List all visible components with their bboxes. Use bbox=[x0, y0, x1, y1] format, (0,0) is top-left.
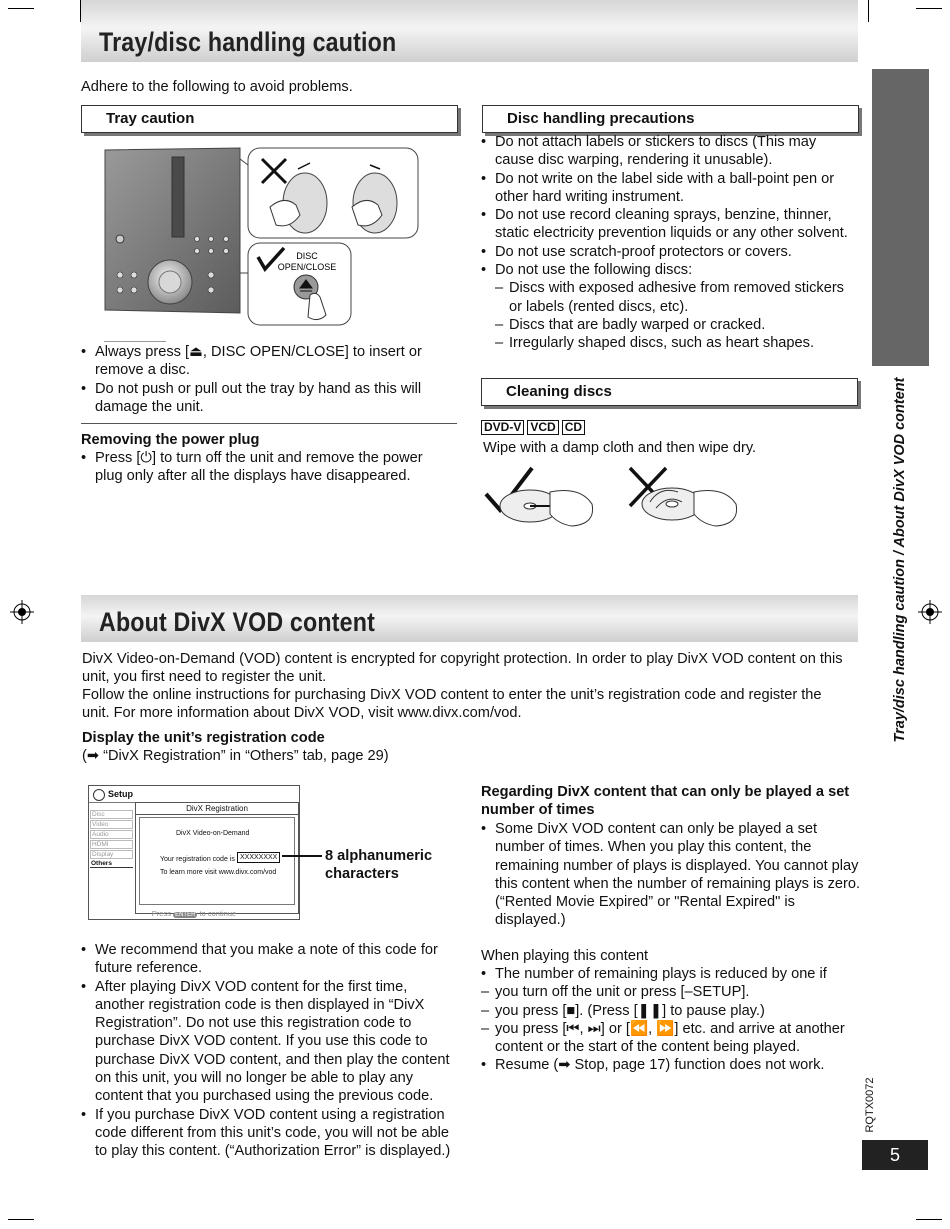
setup-footer: Press ENTER to continue bbox=[151, 909, 237, 918]
tray-illustration bbox=[100, 145, 425, 345]
divider bbox=[104, 341, 166, 342]
list-item: • Do not use scratch-proof protectors or covers. bbox=[481, 243, 859, 261]
crop-mark bbox=[8, 8, 34, 9]
registration-mark bbox=[918, 600, 942, 624]
document-code: RQTX0072 bbox=[864, 1077, 876, 1133]
page-number: 5 bbox=[862, 1140, 928, 1170]
panel-body bbox=[139, 817, 295, 905]
enter-key-icon: ENTER bbox=[175, 912, 196, 918]
callout-line bbox=[282, 855, 322, 857]
panel-line: Your registration code is bbox=[160, 856, 235, 863]
callout-text: 8 alphanumeric characters bbox=[325, 848, 433, 883]
crop-mark bbox=[8, 1219, 34, 1220]
list-item: • After playing DivX VOD content for the first time, another registration code is then displayed in “DivX Registration”. Do not use this registration code to purchase DivX VOD content. If you use this code to purchase DivX VOD content, and then play the content on this unit, you will no longer be able to play any content that you purchased using the previous code. bbox=[81, 978, 459, 1106]
section-title: About DivX VOD content bbox=[99, 607, 375, 637]
section-tab-bar bbox=[872, 69, 929, 366]
crop-mark bbox=[868, 0, 869, 22]
list-item: • The number of remaining plays is reduced by one if bbox=[481, 965, 861, 983]
when-playing-label: When playing this content bbox=[481, 948, 649, 964]
divx-intro-paragraph: DivX Video-on-Demand (VOD) content is encrypted for copyright protection. In order to play DivX VOD content on this unit, you first need to register the unit. bbox=[82, 651, 843, 686]
registration-header: Display the unit’s registration code bbox=[82, 730, 325, 746]
disc-label: DISC bbox=[296, 251, 318, 261]
setup-tab-selected: Others bbox=[90, 860, 133, 868]
divx-instructions-paragraph: Follow the online instructions for purchasing DivX VOD content to enter the unit’s registration code and register the unit. For more information about DivX VOD, visit www.divx.com/vod. bbox=[82, 687, 822, 722]
tray-caution-list bbox=[81, 343, 456, 416]
setup-tab: HDMI bbox=[90, 840, 133, 849]
registration-mark bbox=[10, 600, 34, 624]
setup-title: Setup bbox=[108, 789, 134, 799]
cleaning-illustration bbox=[480, 462, 750, 542]
tag-dvd-v: DVD-V bbox=[481, 420, 524, 435]
list-item: • Do not use the following discs: bbox=[481, 261, 859, 279]
limited-play-list bbox=[481, 820, 861, 930]
divx-registration-panel bbox=[135, 802, 299, 914]
setup-screen-mockup bbox=[88, 785, 300, 920]
section-title: Tray/disc handling caution bbox=[99, 27, 397, 57]
list-item: • Do not use record cleaning sprays, benzine, thinner, static electricity prevention liquids or any other solvent. bbox=[481, 206, 859, 243]
section-banner bbox=[81, 595, 858, 642]
open-close-label: OPEN/CLOSE bbox=[277, 262, 337, 272]
setup-tab: Display bbox=[90, 850, 133, 859]
limited-play-header: Regarding DivX content that can only be played a set number of times bbox=[481, 784, 850, 819]
panel-title: DivX Registration bbox=[136, 803, 298, 815]
setup-tab: Video bbox=[90, 820, 133, 829]
tag-vcd: VCD bbox=[527, 420, 558, 435]
list-item: • Some DivX VOD content can only be played a set number of times. When you play this content, the remaining number of plays is displayed. You cannot play this content when the number of remaining plays is zero. (“Rented Movie Expired” or "Rental Expired" is displayed.) bbox=[481, 820, 861, 930]
cleaning-header: Cleaning discs bbox=[481, 378, 858, 406]
disc-type-tags bbox=[481, 418, 588, 436]
setup-icon bbox=[93, 789, 105, 801]
registration-code: XXXXXXXX bbox=[237, 852, 280, 863]
list-item: • Press [⏻] to turn off the unit and remove the power plug only after all the displays have disappeared. bbox=[81, 449, 451, 486]
list-item: – Discs that are badly warped or cracked. bbox=[495, 316, 859, 334]
list-item: • Do not push or pull out the tray by hand as this will damage the unit. bbox=[81, 380, 456, 417]
section-banner bbox=[81, 0, 858, 62]
tag-cd: CD bbox=[562, 420, 585, 435]
intro-text: Adhere to the following to avoid problems. bbox=[81, 79, 353, 95]
setup-tab: Audio bbox=[90, 830, 133, 839]
list-item: • Resume (➡ Stop, page 17) function does not work. bbox=[481, 1056, 861, 1074]
tray-caution-header: Tray caution bbox=[81, 105, 458, 133]
list-item: – Irregularly shaped discs, such as heart shapes. bbox=[495, 334, 859, 352]
disc-handling-header: Disc handling precautions bbox=[482, 105, 859, 133]
side-section-label: Tray/disc handling caution / About DivX VOD content bbox=[892, 377, 908, 743]
setup-screen-titlebar bbox=[89, 786, 299, 803]
divider bbox=[81, 423, 457, 424]
list-item: – you press [■]. (Press [❚❚] to pause play.) bbox=[481, 1002, 861, 1020]
panel-line: To learn more visit www.divx.com/vod bbox=[160, 869, 277, 876]
list-item: • Do not write on the label side with a ball-point pen or other hard writing instrument. bbox=[481, 170, 859, 207]
list-item: • Do not attach labels or stickers to discs (This may cause disc warping, rendering it unusable). bbox=[481, 133, 859, 170]
setup-tab: Disc bbox=[90, 810, 133, 819]
list-item: – you press [⏮, ⏭] or [⏪, ⏩] etc. and arrive at another content or the start of the content being played. bbox=[481, 1020, 861, 1057]
list-item: • If you purchase DivX VOD content using a registration code different from this unit’s code, you will not be able to play this content. (“Authorization Error” is displayed.) bbox=[81, 1106, 459, 1161]
crop-mark bbox=[916, 1219, 942, 1220]
cleaning-text: Wipe with a damp cloth and then wipe dry. bbox=[483, 440, 757, 456]
power-plug-list bbox=[81, 449, 451, 486]
panel-line: DivX Video-on-Demand bbox=[176, 830, 250, 837]
list-item: – Discs with exposed adhesive from removed stickers or labels (rented discs, etc). bbox=[495, 279, 859, 316]
play-count-list bbox=[481, 965, 861, 1075]
setup-tab-list bbox=[90, 810, 133, 868]
list-item: • Always press [⏏, DISC OPEN/CLOSE] to insert or remove a disc. bbox=[81, 343, 456, 380]
list-item: • We recommend that you make a note of this code for future reference. bbox=[81, 941, 459, 978]
power-plug-header: Removing the power plug bbox=[81, 432, 260, 448]
crop-mark bbox=[916, 8, 942, 9]
registration-reference: (➡ “DivX Registration” in “Others” tab, page 29) bbox=[82, 748, 389, 764]
list-item: – you turn off the unit or press [–SETUP]. bbox=[481, 983, 861, 1001]
registration-notes-list bbox=[81, 941, 459, 1161]
disc-handling-list bbox=[481, 133, 859, 353]
